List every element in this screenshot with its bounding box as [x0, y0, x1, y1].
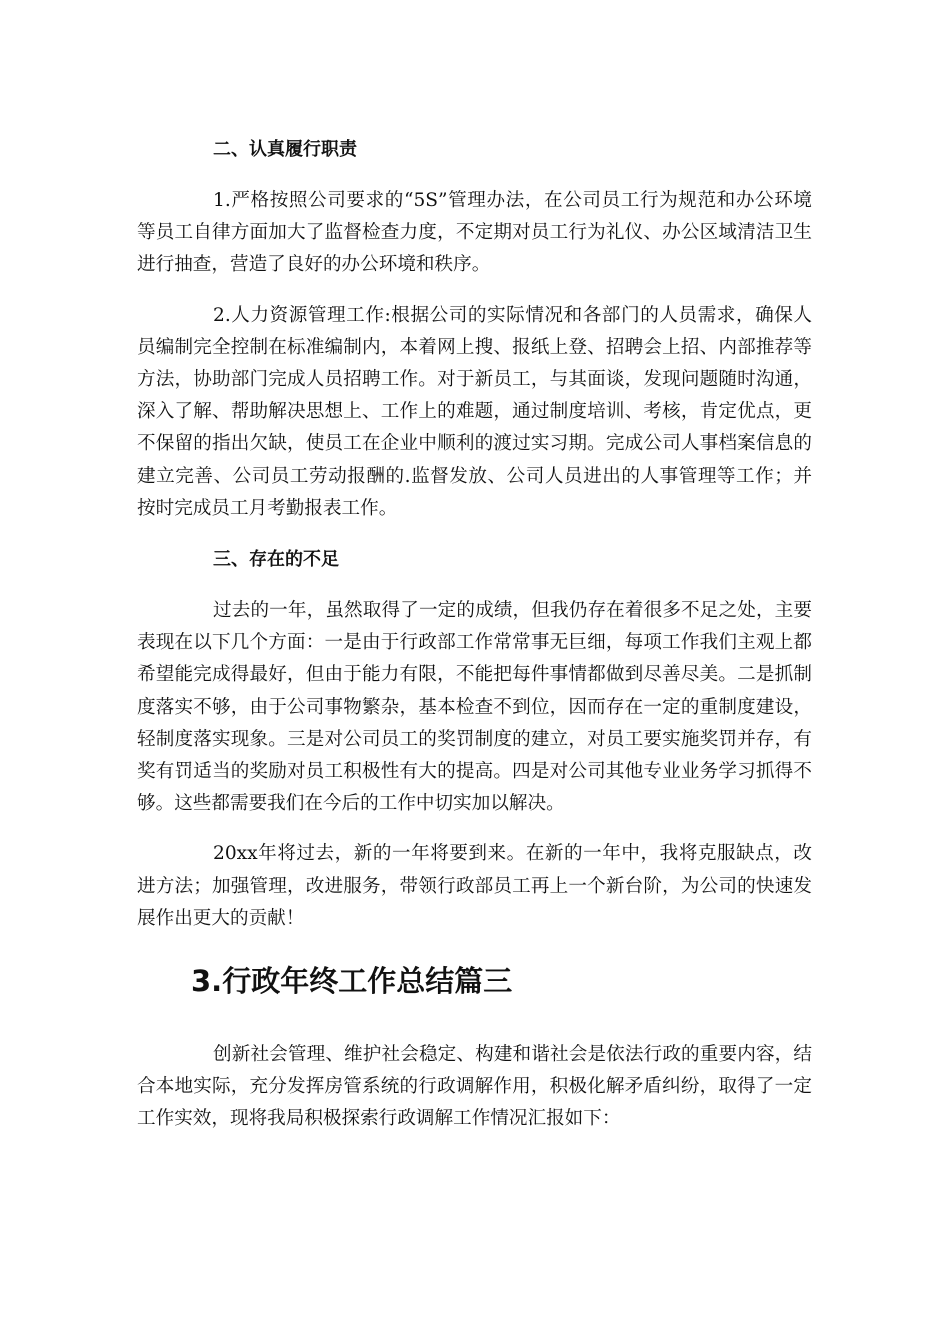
paragraph-shortcomings: 过去的一年，虽然取得了一定的成绩，但我仍存在着很多不足之处，主要表现在以下几个方面：一是由于行政部工作常常事无巨细，每项工作我们主观上都希望能完成得最好，但由于能力有限，不能把每件事情都做到尽善尽美。二是抓制度落实不够，由于公司事物繁杂，基本检查不到位，因而存在一定的重制度建设，轻制度落实现象。三是对公司员工的奖罚制度的建立，对员工要实施奖罚并存，有奖有罚适当的奖励对员工积极性有大的提高。四是对公司其他专业业务学习抓得不够。这些都需要我们在今后的工作中切实加以解决。	[137, 600, 812, 815]
paragraph-mediation-intro: 创新社会管理、维护社会稳定、构建和谐社会是依法行政的重要内容，结合本地实际，充分发挥房管系统的行政调解作用，积极化解矛盾纠纷，取得了一定工作实效，现将我局积极探索行政调解工作情况汇报如下：	[137, 1044, 812, 1130]
paragraph-hr-management: 2.人力资源管理工作:根据公司的实际情况和各部门的人员需求，确保人员编制完全控制在标准编制内，本着网上搜、报纸上登、招聘会上招、内部推荐等方法，协助部门完成人员招聘工作。对于新员工，与其面谈，发现问题随时沟通，深入了解、帮助解决思想上、工作上的难题，通过制度培训、考核，肯定优点，更不保留的指出欠缺，使员工在企业中顺利的渡过实习期。完成公司人事档案信息的建立完善、公司员工劳动报酬的.监督发放、公司人员进出的人事管理等工作；并按时完成员工月考勤报表工作。	[137, 304, 812, 519]
paragraph-5s-management: 1.严格按照公司要求的“5S”管理办法，在公司员工行为规范和办公环境等员工自律方面加大了监督检查力度，不定期对员工行为礼仪、办公区域清洁卫生进行抽查，营造了良好的办公环境和秩序。	[137, 190, 812, 276]
section-title-summary-3: 3.行政年终工作总结篇三	[191, 964, 513, 999]
document-body	[137, 133, 812, 1154]
heading-fulfill-duties: 二、认真履行职责	[213, 139, 357, 160]
heading-shortcomings: 三、存在的不足	[213, 549, 339, 571]
paragraph-outlook: 20xx年将过去，新的一年将要到来。在新的一年中，我将克服缺点，改进方法；加强管理，改进服务，带领行政部员工再上一个新台阶，为公司的快速发展作出更大的贡献！	[137, 843, 812, 929]
